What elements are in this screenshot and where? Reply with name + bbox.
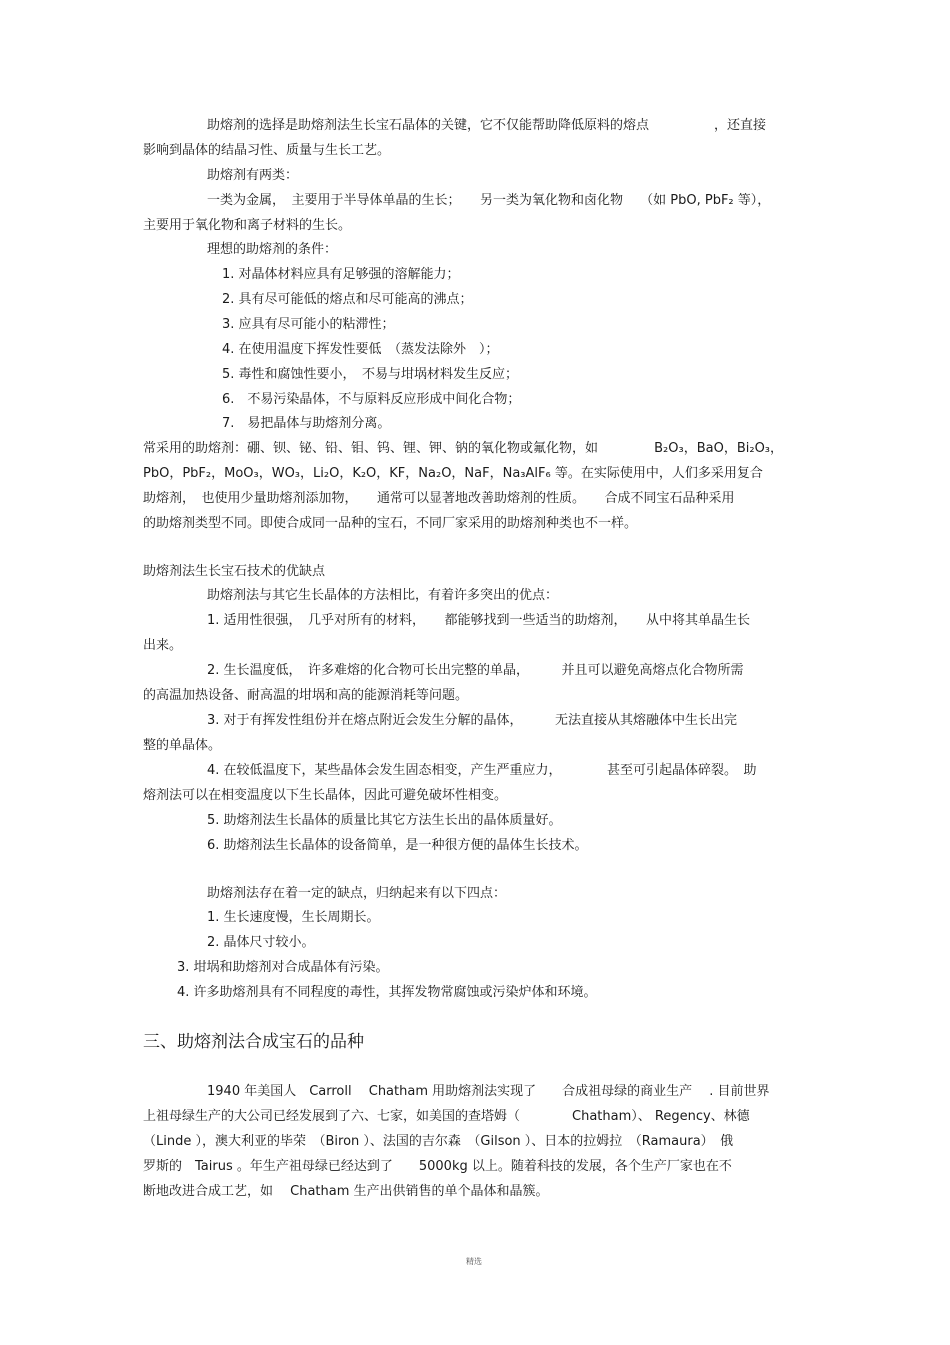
list-item: 7. 易把晶体与助熔剂分离。 [222, 416, 391, 431]
list-item: 1. 生长速度慢，生长周期长。 [207, 910, 380, 925]
list-item: 2. 生长温度低， 许多难熔的化合物可长出完整的单晶， 并且可以避免高熔点化合物所需 [207, 663, 744, 678]
paragraph-line: （Linde ），澳大利亚的毕荣 （Biron ）、法国的吉尔森 （Gilson ）、日本的拉姆拉 （Ramaura） 俄 [143, 1134, 734, 1149]
paragraph-line: 整的单晶体。 [143, 738, 222, 753]
paragraph-line: 上祖母绿生产的大公司已经发展到了六、七家，如美国的查塔姆（ Chatham）、 Regency、林德 [143, 1109, 750, 1124]
section-heading: 三、助熔剂法合成宝石的品种 [143, 1032, 364, 1052]
paragraph-line: 1940 年美国人 Carroll Chatham 用助熔剂法实现了 合成祖母绿的商业生产 . 目前世界 [207, 1084, 770, 1099]
list-item: 6. 不易污染晶体，不与原料反应形成中间化合物； [222, 392, 521, 407]
list-item: 2. 晶体尺寸较小。 [207, 935, 315, 950]
paragraph-line: 熔剂法可以在相变温度以下生长晶体，因此可避免破坏性相变。 [143, 788, 508, 803]
paragraph-line: 助熔剂有两类： [207, 168, 299, 183]
paragraph-line: 助熔剂的选择是助熔剂法生长宝石晶体的关键，它不仅能帮助降低原料的熔点 ，还直接 [207, 118, 767, 133]
section-subtitle: 助熔剂法生长宝石技术的优缺点 [143, 564, 326, 579]
paragraph-line: 断地改进合成工艺，如 Chatham 生产出供销售的单个晶体和晶簇。 [143, 1184, 549, 1199]
list-item: 4. 在使用温度下挥发性要低 （蒸发法除外 ）； [222, 342, 499, 357]
paragraph-line: 罗斯的 Tairus 。年生产祖母绿已经达到了 5000kg 以上。随着科技的发展，各个生产厂家也在不 [143, 1159, 732, 1174]
paragraph-line: PbO，PbF₂，MoO₃，WO₃，Li₂O，K₂O，KF，Na₂O，NaF，Na₃AlF₆ 等。在实际使用中，人们多采用复合 [143, 466, 763, 481]
paragraph-line: 常采用的助熔剂：硼、钡、铋、铅、钼、钨、锂、钾、钠的氧化物或氟化物，如 B₂O₃，BaO，Bi₂O₃， [143, 441, 784, 456]
paragraph-line: 助熔剂法与其它生长晶体的方法相比，有着许多突出的优点： [207, 588, 559, 603]
list-item: 1. 对晶体材料应具有足够强的溶解能力； [222, 267, 460, 282]
list-item: 3. 应具有尽可能小的粘滞性； [222, 317, 395, 332]
paragraph-line: 的助熔剂类型不同。即使合成同一品种的宝石，不同厂家采用的助熔剂种类也不一样。 [143, 516, 638, 531]
paragraph-line: 一类为金属， 主要用于半导体单晶的生长； 另一类为氧化物和卤化物 （如 PbO, PbF₂ 等）， [207, 193, 771, 208]
paragraph-line: 的高温加热设备、耐高温的坩埚和高的能源消耗等问题。 [143, 688, 469, 703]
paragraph-line: 主要用于氧化物和离子材料的生长。 [143, 218, 352, 233]
list-item: 4. 在较低温度下，某些晶体会发生固态相变，产生严重应力， 甚至可引起晶体碎裂。 助 [207, 763, 757, 778]
paragraph-line: 出来。 [143, 638, 183, 653]
list-item: 3. 坩埚和助熔剂对合成晶体有污染。 [177, 960, 389, 975]
list-item: 5. 助熔剂法生长晶体的质量比其它方法生长出的晶体质量好。 [207, 813, 562, 828]
list-item: 3. 对于有挥发性组份并在熔点附近会发生分解的晶体， 无法直接从其熔融体中生长出完 [207, 713, 738, 728]
paragraph-line: 助熔剂法存在着一定的缺点，归纳起来有以下四点： [207, 886, 507, 901]
paragraph-line: 助熔剂， 也使用少量助熔剂添加物， 通常可以显著地改善助熔剂的性质。 合成不同宝石品种采用 [143, 491, 735, 506]
list-item: 2. 具有尽可能低的熔点和尽可能高的沸点； [222, 292, 473, 307]
paragraph-line: 理想的助熔剂的条件： [207, 242, 338, 257]
paragraph-line: 影响到晶体的结晶习性、质量与生长工艺。 [143, 143, 391, 158]
list-item: 6. 助熔剂法生长晶体的设备简单，是一种很方便的晶体生长技术。 [207, 838, 588, 853]
list-item: 4. 许多助熔剂具有不同程度的毒性，其挥发物常腐蚀或污染炉体和环境。 [177, 985, 597, 1000]
list-item: 1. 适用性很强， 几乎对所有的材料， 都能够找到一些适当的助熔剂， 从中将其单晶生长 [207, 613, 751, 628]
list-item: 5. 毒性和腐蚀性要小， 不易与坩埚材料发生反应； [222, 367, 519, 382]
page-footer: 精选 [466, 1257, 482, 1266]
